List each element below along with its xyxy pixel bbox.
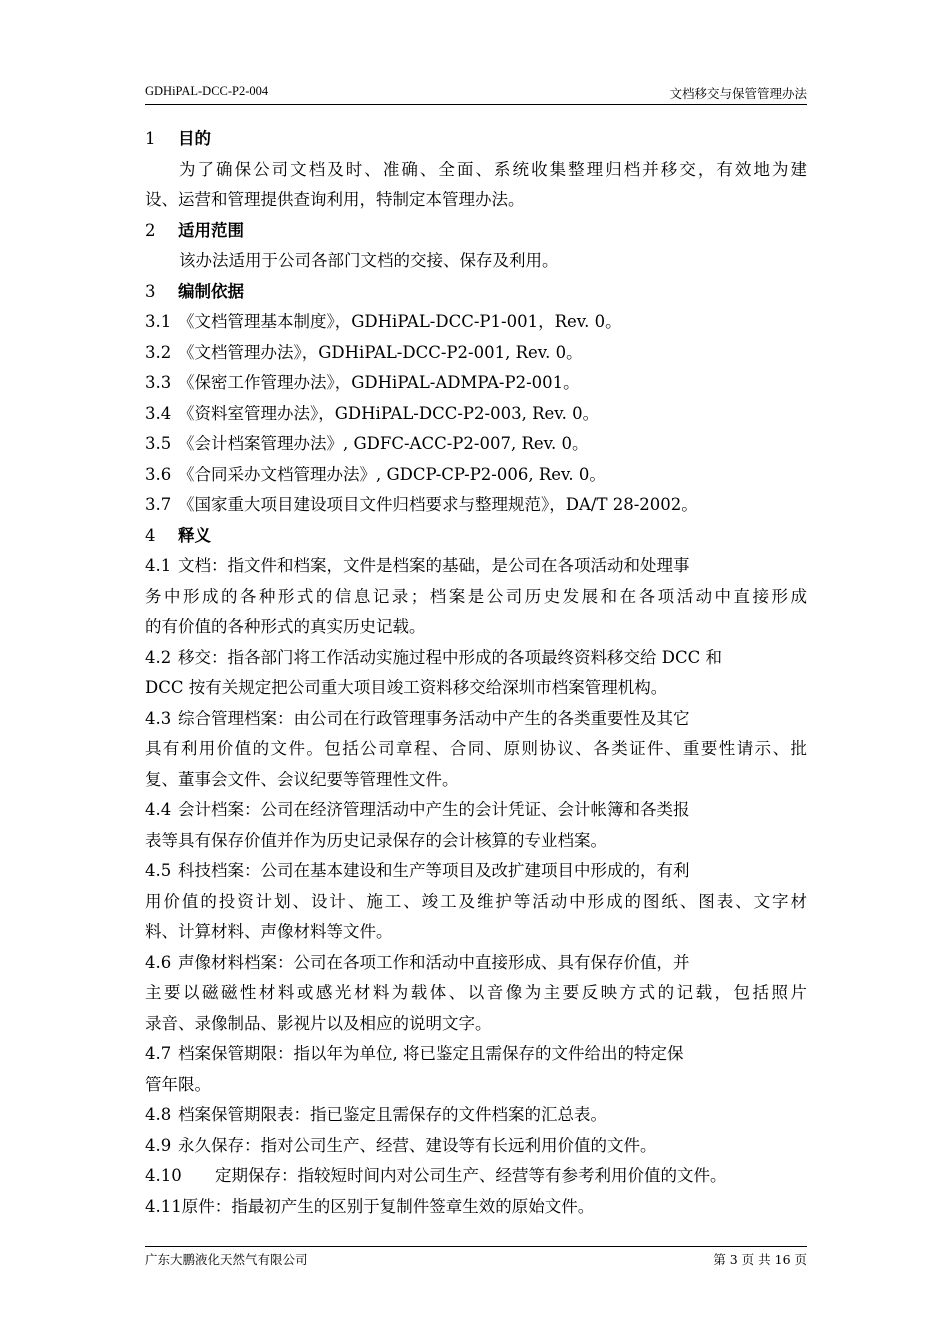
- definition-item: [145, 1161, 807, 1192]
- paragraph-line: 主要以磁磁性材料或感光材料为载体、以音像为主要反映方式的记载，包括照片: [145, 983, 807, 1002]
- section-heading-1: [145, 124, 807, 155]
- definition-item: [145, 1100, 807, 1131]
- paragraph-line: 录音、录像制品、影视片以及相应的说明文字。: [145, 1013, 492, 1033]
- section-number: 3: [145, 281, 156, 301]
- reference-item: [145, 338, 807, 369]
- item-number: 4.4: [145, 800, 172, 819]
- section-heading-3: [145, 277, 807, 308]
- definition-text: 原件：指最初产生的区别于复制件签章生效的原始文件。: [181, 1196, 595, 1216]
- document-code: GDHiPAL-DCC-P2-004: [145, 84, 269, 98]
- item-number: 4.3: [145, 708, 172, 728]
- item-number: 3.4: [145, 403, 172, 423]
- reference-item: [145, 368, 807, 399]
- page-footer: [145, 1246, 807, 1267]
- reference-text: 《国家重大项目建设项目文件归档要求与整理规范》，DA/T 28-2002。: [178, 495, 698, 514]
- item-number: 4.5: [145, 861, 172, 880]
- document-title: 文档移交与保管管理办法: [669, 86, 807, 101]
- paragraph-line: 用价值的投资计划、设计、施工、竣工及维护等活动中形成的图纸、图表、文字材: [145, 891, 807, 911]
- paragraph-line: 设、运营和管理提供查询利用，特制定本管理办法。: [145, 190, 525, 209]
- definition-item: [145, 1131, 807, 1162]
- definition-item: [145, 704, 807, 735]
- item-number: 3.7: [145, 495, 172, 514]
- reference-text: 《保密工作管理办法》，GDHiPAL-ADMPA-P2-001。: [178, 373, 580, 392]
- page-number: 第 3 页 共 16 页: [713, 1252, 807, 1267]
- definition-text: 移交：指各部门将工作活动实施过程中形成的各项最终资料移交给 DCC 和: [178, 647, 722, 667]
- paragraph-line: 料、计算材料、声像材料等文件。: [145, 922, 393, 941]
- definition-text: 会计档案：公司在经济管理活动中产生的会计凭证、会计帐簿和各类报: [178, 800, 690, 819]
- item-number: 4.6: [145, 952, 172, 972]
- definition-text: 定期保存：指较短时间内对公司生产、经营等有参考利用价值的文件。: [215, 1166, 727, 1185]
- item-number: 4.7: [145, 1044, 172, 1063]
- page-header: [145, 84, 807, 105]
- definition-text: 综合管理档案：由公司在行政管理事务活动中产生的各类重要性及其它: [178, 708, 690, 728]
- definition-item: [145, 643, 807, 674]
- paragraph-line: 复、董事会文件、会议纪要等管理性文件。: [145, 769, 459, 789]
- section-number: 1: [145, 129, 156, 148]
- reference-text: 《会计档案管理办法》, GDFC-ACC-P2-007, Rev. 0。: [178, 434, 589, 453]
- definition-text: 文档：指文件和档案，文件是档案的基础，是公司在各项活动和处理事: [178, 556, 690, 575]
- paragraph-line: 为了确保公司文档及时、准确、全面、系统收集整理归档并移交，有效地为建: [179, 159, 807, 179]
- item-number: 4.11: [145, 1196, 182, 1216]
- definition-item: [145, 795, 807, 826]
- definition-item: [145, 856, 807, 887]
- reference-text: 《文档管理办法》，GDHiPAL-DCC-P2-001, Rev. 0。: [178, 342, 583, 362]
- item-number: 3.5: [145, 434, 172, 453]
- reference-item: [145, 399, 807, 430]
- section-title: 目的: [178, 129, 211, 148]
- definition-text: 声像材料档案：公司在各项工作和活动中直接形成、具有保存价值，并: [178, 952, 690, 972]
- paragraph-line: 表等具有保存价值并作为历史记录保存的会计核算的专业档案。: [145, 830, 607, 850]
- definition-item: [145, 1192, 807, 1223]
- section-heading-2: [145, 216, 807, 247]
- section-title: 释义: [178, 525, 211, 545]
- item-number: 3.6: [145, 464, 172, 484]
- definition-item: [145, 948, 807, 979]
- section-number: 2: [145, 220, 156, 240]
- section-heading-4: [145, 521, 807, 552]
- item-number: 3.2: [145, 342, 172, 362]
- item-number: 4.2: [145, 647, 172, 667]
- paragraph-line: 具有利用价值的文件。包括公司章程、合同、原则协议、各类证件、重要性请示、批: [145, 739, 807, 758]
- definition-text: 档案保管期限：指以年为单位, 将已鉴定且需保存的文件给出的特定保: [178, 1044, 684, 1063]
- definition-item: [145, 551, 807, 582]
- paragraph-line: 该办法适用于公司各部门文档的交接、保存及利用。: [179, 251, 559, 270]
- definition-text: 永久保存：指对公司生产、经营、建设等有长远利用价值的文件。: [178, 1135, 657, 1155]
- paragraph-line: 的有价值的各种形式的真实历史记载。: [145, 617, 426, 636]
- paragraph-line: 务中形成的各种形式的信息记录；档案是公司历史发展和在各项活动中直接形成: [145, 586, 807, 606]
- item-number: 4.9: [145, 1135, 172, 1155]
- item-number: 3.1: [145, 312, 172, 331]
- reference-text: 《文档管理基本制度》，GDHiPAL-DCC-P1-001，Rev. 0。: [178, 312, 622, 331]
- section-number: 4: [145, 525, 156, 545]
- reference-item: [145, 429, 807, 460]
- item-number: 4.1: [145, 556, 172, 575]
- definition-text: 科技档案：公司在基本建设和生产等项目及改扩建项目中形成的，有利: [178, 861, 690, 880]
- reference-text: 《合同采办文档管理办法》, GDCP-CP-P2-006, Rev. 0。: [178, 464, 606, 484]
- definition-text: 档案保管期限表：指已鉴定且需保存的文件档案的汇总表。: [178, 1105, 607, 1124]
- reference-item: [145, 307, 807, 338]
- paragraph-line: 管年限。: [145, 1074, 211, 1094]
- item-number: 3.3: [145, 373, 172, 392]
- reference-text: 《资料室管理办法》，GDHiPAL-DCC-P2-003, Rev. 0。: [178, 403, 600, 423]
- definition-item: [145, 1039, 807, 1070]
- section-title: 适用范围: [178, 220, 244, 240]
- paragraph-line: DCC 按有关规定把公司重大项目竣工资料移交给深圳市档案管理机构。: [145, 678, 668, 697]
- item-number: 4.8: [145, 1105, 172, 1124]
- item-number: 4.10: [145, 1166, 182, 1185]
- document-body: [145, 124, 807, 1222]
- section-title: 编制依据: [178, 281, 244, 301]
- company-name: 广东大鹏液化天然气有限公司: [145, 1252, 308, 1267]
- reference-item: [145, 460, 807, 491]
- reference-item: [145, 490, 807, 521]
